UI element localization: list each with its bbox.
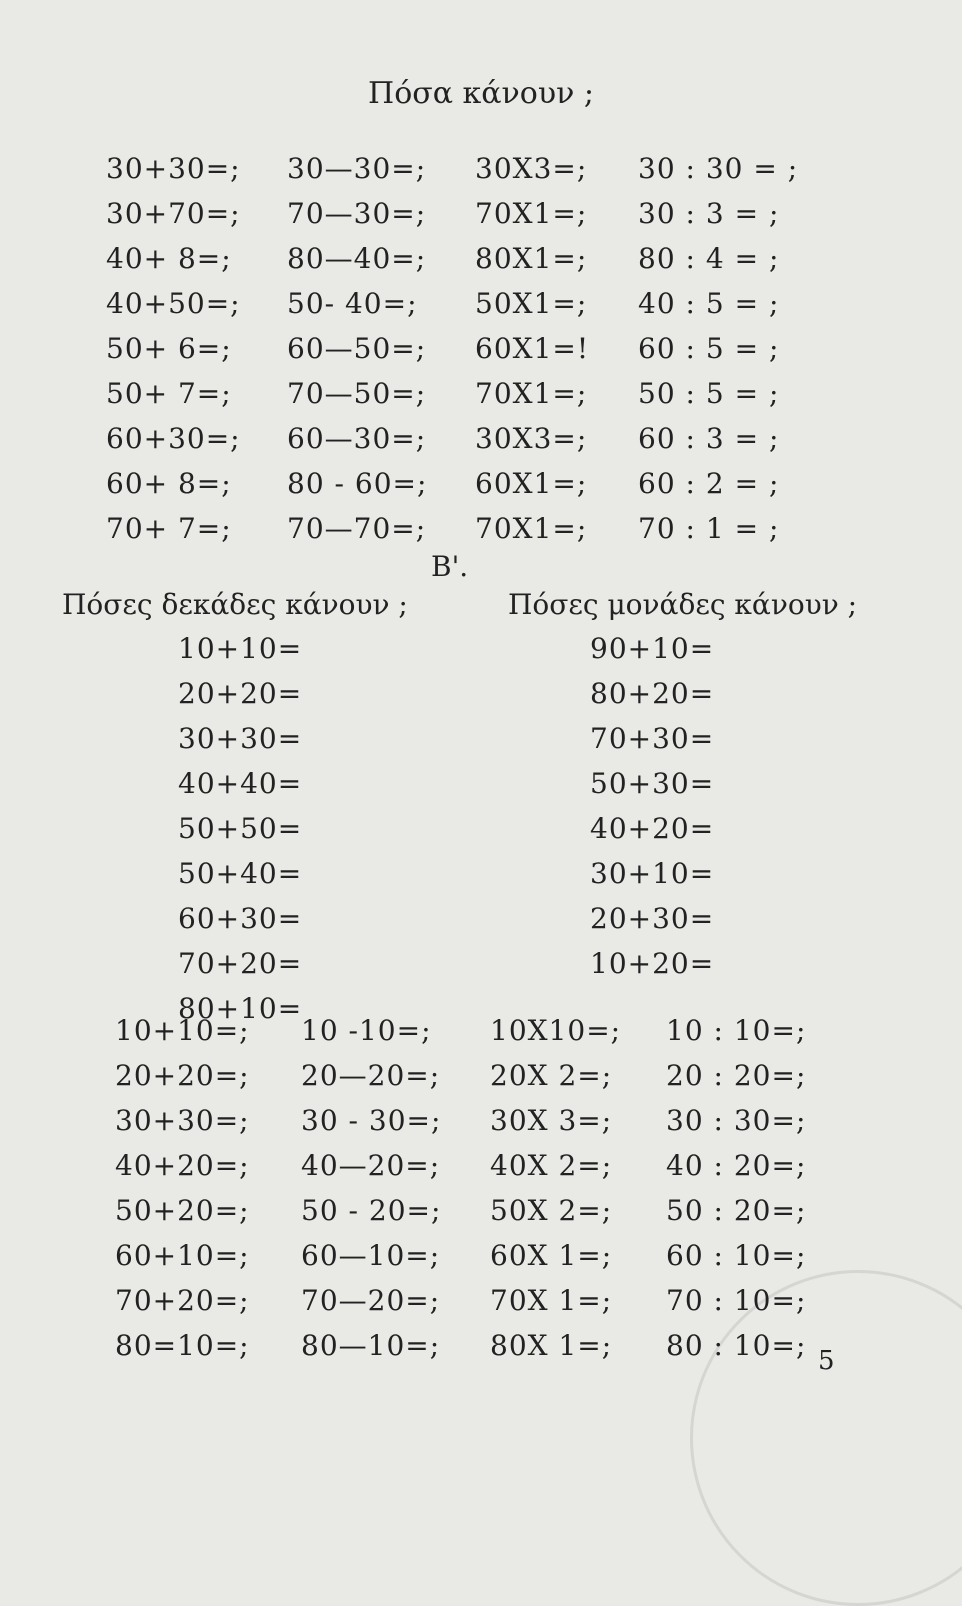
a-c3-r8: 70 : 1 = ;	[638, 512, 780, 545]
a-c0-r1: 30+70=;	[106, 197, 241, 230]
c-c0-r2: 30+30=;	[115, 1104, 250, 1137]
a-c2-r0: 30X3=;	[475, 152, 588, 185]
c-c0-r6: 70+20=;	[115, 1284, 250, 1317]
c-c3-r3: 40 : 20=;	[666, 1149, 807, 1182]
a-c0-r3: 40+50=;	[106, 287, 241, 320]
b-right-r1: 80+20=	[590, 677, 715, 710]
a-c1-r7: 80 - 60=;	[287, 467, 428, 500]
c-c2-r2: 30X 3=;	[490, 1104, 613, 1137]
c-c0-r5: 60+10=;	[115, 1239, 250, 1272]
a-c0-r8: 70+ 7=;	[106, 512, 232, 545]
c-c1-r6: 70—20=;	[301, 1284, 441, 1317]
b-left-r8: 80+10=	[178, 992, 303, 1025]
a-c1-r6: 60—30=;	[287, 422, 427, 455]
c-c0-r3: 40+20=;	[115, 1149, 250, 1182]
a-c3-r0: 30 : 30 = ;	[638, 152, 799, 185]
a-c1-r1: 70—30=;	[287, 197, 427, 230]
a-c3-r2: 80 : 4 = ;	[638, 242, 780, 275]
c-c0-r4: 50+20=;	[115, 1194, 250, 1227]
a-c3-r6: 60 : 3 = ;	[638, 422, 780, 455]
right-heading: Πόσες μονάδες κάνουν ;	[508, 588, 858, 621]
a-c1-r5: 70—50=;	[287, 377, 427, 410]
a-c3-r3: 40 : 5 = ;	[638, 287, 780, 320]
a-c2-r1: 70X1=;	[475, 197, 588, 230]
section-b-mark: Β'.	[431, 550, 469, 583]
a-c2-r4: 60X1=!	[475, 332, 590, 365]
a-c1-r2: 80—40=;	[287, 242, 427, 275]
c-c2-r6: 70X 1=;	[490, 1284, 613, 1317]
a-c2-r6: 30X3=;	[475, 422, 588, 455]
b-right-r3: 50+30=	[590, 767, 715, 800]
c-c3-r5: 60 : 10=;	[666, 1239, 807, 1272]
c-c1-r2: 30 - 30=;	[301, 1104, 442, 1137]
c-c0-r0: 10+10=;	[115, 1014, 250, 1047]
c-c1-r3: 40—20=;	[301, 1149, 441, 1182]
a-c1-r0: 30—30=;	[287, 152, 427, 185]
b-left-r3: 40+40=	[178, 767, 303, 800]
b-right-r7: 10+20=	[590, 947, 715, 980]
c-c3-r4: 50 : 20=;	[666, 1194, 807, 1227]
left-heading: Πόσες δεκάδες κάνουν ;	[62, 588, 408, 621]
c-c2-r5: 60X 1=;	[490, 1239, 613, 1272]
a-c0-r6: 60+30=;	[106, 422, 241, 455]
c-c1-r0: 10 -10=;	[301, 1014, 432, 1047]
a-c2-r5: 70X1=;	[475, 377, 588, 410]
a-c3-r7: 60 : 2 = ;	[638, 467, 780, 500]
c-c1-r7: 80—10=;	[301, 1329, 441, 1362]
c-c3-r0: 10 : 10=;	[666, 1014, 807, 1047]
faded-stamp	[690, 1270, 962, 1606]
a-c2-r3: 50X1=;	[475, 287, 588, 320]
c-c2-r7: 80X 1=;	[490, 1329, 613, 1362]
b-right-r5: 30+10=	[590, 857, 715, 890]
a-c1-r4: 60—50=;	[287, 332, 427, 365]
b-left-r1: 20+20=	[178, 677, 303, 710]
c-c3-r1: 20 : 20=;	[666, 1059, 807, 1092]
c-c3-r6: 70 : 10=;	[666, 1284, 807, 1317]
c-c2-r3: 40X 2=;	[490, 1149, 613, 1182]
c-c1-r4: 50 - 20=;	[301, 1194, 442, 1227]
c-c1-r5: 60—10=;	[301, 1239, 441, 1272]
b-right-r4: 40+20=	[590, 812, 715, 845]
c-c3-r7: 80 : 10=;	[666, 1329, 807, 1362]
a-c0-r0: 30+30=;	[106, 152, 241, 185]
a-c1-r8: 70—70=;	[287, 512, 427, 545]
b-left-r2: 30+30=	[178, 722, 303, 755]
a-c2-r2: 80X1=;	[475, 242, 588, 275]
a-c3-r5: 50 : 5 = ;	[638, 377, 780, 410]
c-c0-r1: 20+20=;	[115, 1059, 250, 1092]
a-c0-r4: 50+ 6=;	[106, 332, 232, 365]
c-c2-r0: 10X10=;	[490, 1014, 622, 1047]
b-left-r4: 50+50=	[178, 812, 303, 845]
c-c3-r2: 30 : 30=;	[666, 1104, 807, 1137]
page-number: 5	[818, 1346, 835, 1376]
a-c0-r2: 40+ 8=;	[106, 242, 232, 275]
c-c0-r7: 80=10=;	[115, 1329, 250, 1362]
c-c2-r4: 50X 2=;	[490, 1194, 613, 1227]
b-left-r7: 70+20=	[178, 947, 303, 980]
b-left-r6: 60+30=	[178, 902, 303, 935]
b-right-r2: 70+30=	[590, 722, 715, 755]
c-c1-r1: 20—20=;	[301, 1059, 441, 1092]
b-right-r6: 20+30=	[590, 902, 715, 935]
a-c0-r5: 50+ 7=;	[106, 377, 232, 410]
b-right-r0: 90+10=	[590, 632, 715, 665]
b-left-r5: 50+40=	[178, 857, 303, 890]
a-c1-r3: 50- 40=;	[287, 287, 418, 320]
a-c3-r1: 30 : 3 = ;	[638, 197, 780, 230]
a-c2-r8: 70X1=;	[475, 512, 588, 545]
b-left-r0: 10+10=	[178, 632, 303, 665]
a-c2-r7: 60X1=;	[475, 467, 588, 500]
c-c2-r1: 20X 2=;	[490, 1059, 613, 1092]
page-title: Πόσα κάνουν ;	[368, 76, 594, 111]
a-c3-r4: 60 : 5 = ;	[638, 332, 780, 365]
a-c0-r7: 60+ 8=;	[106, 467, 232, 500]
